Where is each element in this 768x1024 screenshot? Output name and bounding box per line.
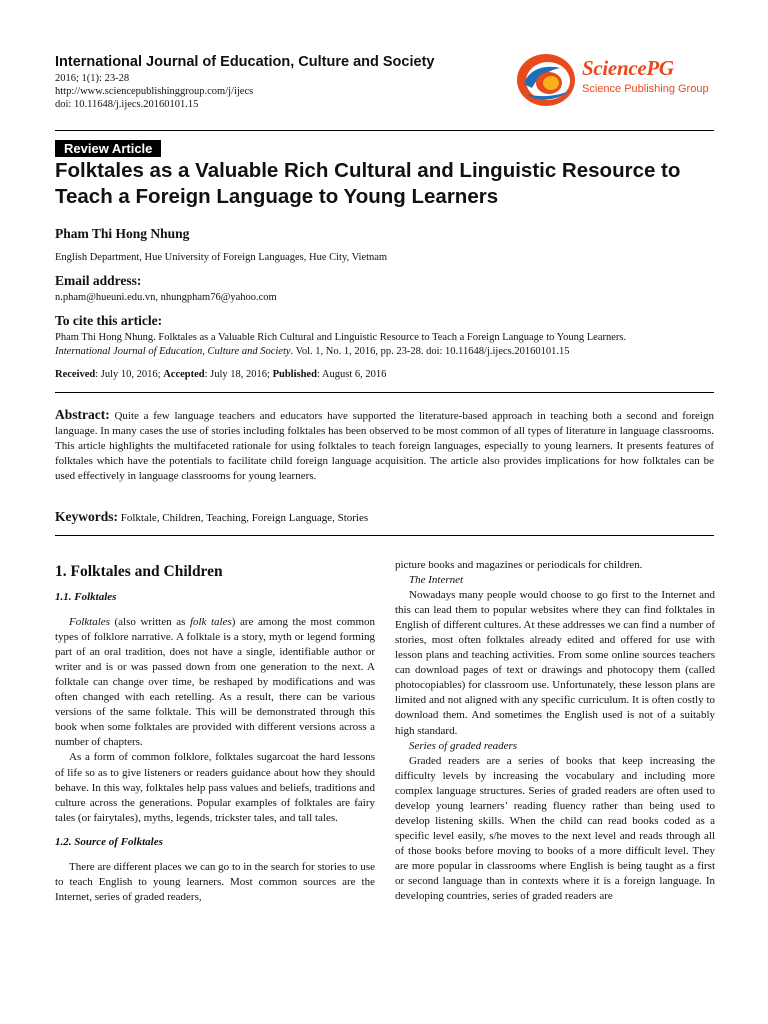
body-paragraph: As a form of common folklore, folktales sugarcoat the hard lessons of life so as to give listeners or readers guidance about how they should behave. In this way, folktales help pass values and beliefs, traditions and culture across the generations. Popular examples of folktales are fairy tales (or fairytales), myths, legends, trickster tales, and tall tales. xyxy=(55,751,375,824)
accepted-date: : July 18, 2016; xyxy=(204,369,273,380)
paper-title: Folktales as a Valuable Rich Cultural and Linguistic Resource to Teach a Foreign Language to Young Learners xyxy=(55,159,681,208)
body-column-left xyxy=(55,560,375,905)
section-heading: 1. Folktales and Children xyxy=(55,563,223,580)
published-date: : August 6, 2016 xyxy=(316,369,387,380)
header-rule xyxy=(55,130,714,131)
journal-issue: 2016; 1(1): 23-28 xyxy=(55,73,130,84)
body-paragraph xyxy=(55,615,375,750)
run-in-heading: Series of graded readers xyxy=(409,739,518,752)
term-emphasis: folk tales xyxy=(189,616,232,629)
journal-url[interactable]: http://www.sciencepublishinggroup.com/j/ijecs xyxy=(55,86,254,97)
received-label: Received xyxy=(55,369,96,380)
logo-brand: SciencePG xyxy=(582,56,674,80)
citation xyxy=(55,331,735,358)
sciencepg-logo-swirl-icon xyxy=(514,50,578,110)
citation-journal: International Journal of Education, Culture and Society xyxy=(55,345,291,357)
accepted-label: Accepted xyxy=(163,369,205,380)
paragraph-text: (also written as xyxy=(109,616,190,629)
abstract-text: Quite a few language teachers and educators have supported the literature-based approach in teaching both a second and foreign language. In many cases the use of stories including folktales has been observed to be most common of all types of literature in language classrooms. This article highlights the multifaceted rationale for using folktales to teach foreign languages, especially to young learners. It presents features of folktales which have the potentials to facilitate child foreign language acquisition. The article also provides implications for how folktales can be used effectively in language classrooms for young learners. xyxy=(55,410,714,482)
publication-dates xyxy=(55,369,386,380)
body-paragraph: Graded readers are a series of books that keep increasing the difficulty levels by increasing the vocabulary and including more complex language structures. Series of graded readers are often used to develop young learners’ reading fluency rather than being used to develop listening skills. When the child can read books coded as a specific level easily, s/he moves to the next level and reads through all of those books before moving to books of a more difficult level. They are more popular in classrooms where English is being taught as a first or second language than in contexts where it is a foreign language. In developing countries, series of graded readers are xyxy=(395,754,715,903)
body-paragraph: Nowadays many people would choose to go first to the Internet and this can lead them to popular websites where they can find folktales in English of different cultures. At these addresses we can find a number of stories, most often folktales already edited and offered for use with lesson plans and teaching activities. From some online sources teachers can download pages of text or drawings and photocopy them (called photocopiables) for classroom use. Unfortunately, these lesson plans are limited and not aligned with any specific curriculum. It is often costly to download them. And sometimes the English used is not of a suitably high standard. xyxy=(395,589,715,737)
published-label: Published xyxy=(272,369,317,380)
journal-title: International Journal of Education, Culture and Society xyxy=(55,54,435,70)
keywords-label: Keywords: xyxy=(55,509,118,524)
article-type-badge: Review Article xyxy=(55,140,161,157)
abstract-bottom-rule xyxy=(55,535,714,536)
abstract xyxy=(55,407,714,484)
abstract-top-rule xyxy=(55,392,714,393)
received-date: : July 10, 2016; xyxy=(95,369,164,380)
citation-details: . Vol. 1, No. 1, 2016, pp. 23-28. doi: 10.11648/j.ijecs.20160101.15 xyxy=(290,345,570,357)
body-paragraph: There are different places we can go to in the search for stories to use to teach English to young learners. Most common sources are the Internet, series of graded readers, xyxy=(55,860,375,903)
email-heading: Email address: xyxy=(55,273,142,288)
body-column-right xyxy=(395,558,715,904)
author-name: Pham Thi Hong Nhung xyxy=(55,226,190,241)
abstract-label: Abstract: xyxy=(55,407,110,422)
subsection-heading: 1.2. Source of Folktales xyxy=(55,835,163,848)
term-emphasis: Folktales xyxy=(69,616,110,629)
publisher-logo xyxy=(514,50,714,110)
run-in-heading: The Internet xyxy=(409,574,464,587)
citation-line: Pham Thi Hong Nhung. Folktales as a Valuable Rich Cultural and Linguistic Resource to Teach a Foreign Language to Young Learners. xyxy=(55,332,627,343)
keywords-text: Folktale, Children, Teaching, Foreign Language, Stories xyxy=(118,512,369,524)
keywords xyxy=(55,509,714,525)
subsection-heading: 1.1. Folktales xyxy=(55,591,117,603)
email-addresses[interactable]: n.pham@hueuni.edu.vn, nhungpham76@yahoo.com xyxy=(55,292,277,303)
cite-heading: To cite this article: xyxy=(55,313,163,328)
body-paragraph: picture books and magazines or periodicals for children. xyxy=(395,559,643,571)
journal-meta xyxy=(55,72,253,111)
paragraph-text: ) are among the most common types of folklore narrative. A folktale is a story, myth or legend forming part of an oral tradition, does not have a single, identifiable author or writer and is or was passed down from one generation to the next. A folktale can change over time, be reshaped by modifications and was often changed with each retelling. As a result, there can be various versions of the same folktale. This will be demonstrated through this book when some folktales are provided with different versions across a number of chapters. xyxy=(55,616,375,749)
journal-doi: doi: 10.11648/j.ijecs.20160101.15 xyxy=(55,99,199,110)
author-affiliation: English Department, Hue University of Foreign Languages, Hue City, Vietnam xyxy=(55,252,388,263)
logo-subtitle: Science Publishing Group xyxy=(582,83,709,95)
